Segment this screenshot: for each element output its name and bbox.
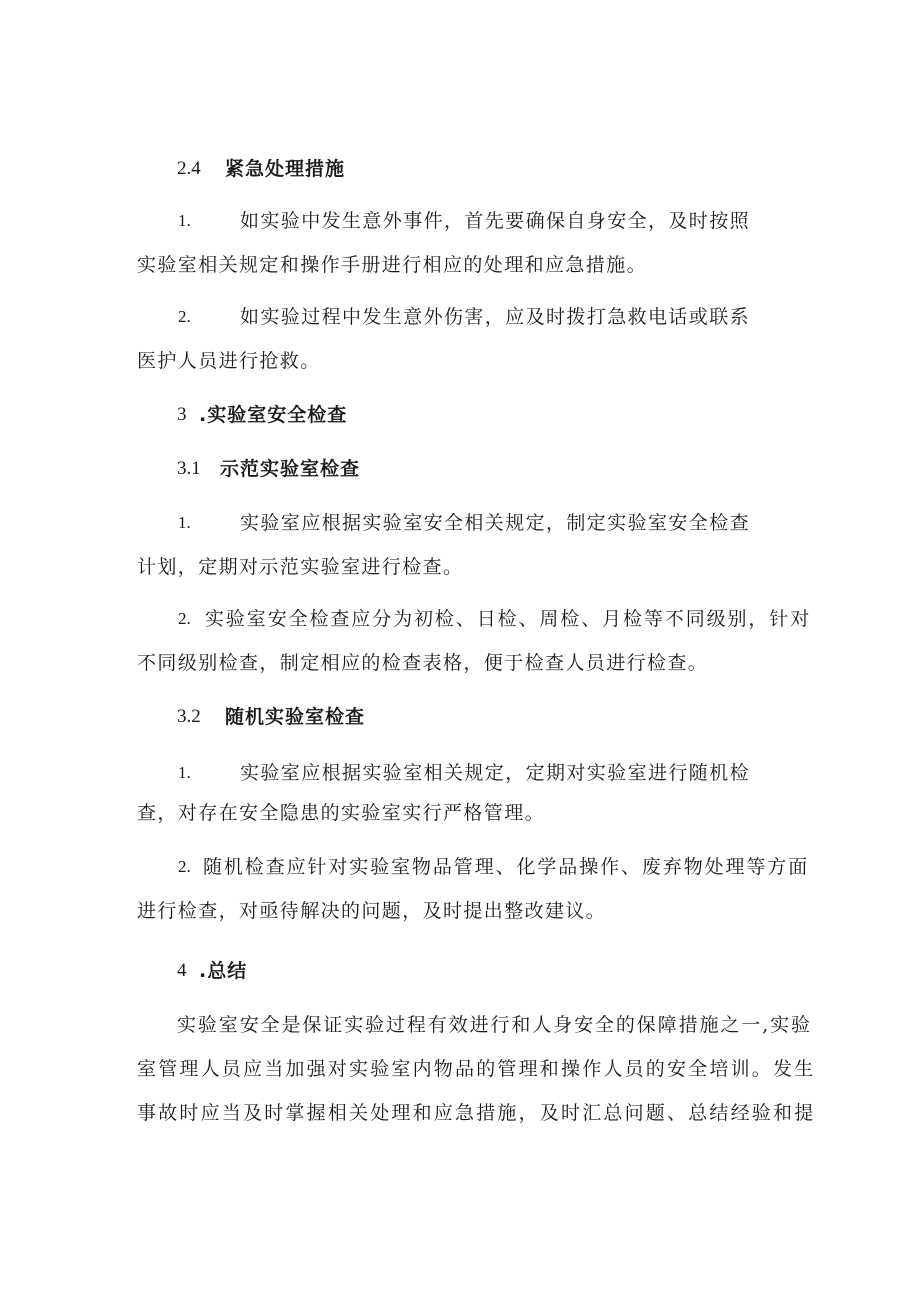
item-text-line2: 查，对存在安全隐患的实验室实行严格管理。 [137,802,546,824]
paragraph-line: 室管理人员应当加强对实验室内物品的管理和操作人员的安全培训。发生 [137,1058,816,1080]
heading-number: 3.2 [177,706,201,727]
paragraph-line: 实验室安全是保证实验过程有效进行和人身安全的保障措施之一,实验 [177,1014,812,1036]
heading-number: 3 [177,404,187,425]
item-text-line1: 实验室应根据实验室安全相关规定，制定实验室安全检查 [240,512,751,534]
item-text-line2: 实验室相关规定和操作手册进行相应的处理和应急措施。 [137,254,648,276]
item-number: 1. [178,513,191,532]
item-number: 2. [178,307,191,326]
heading-title: .总结 [199,960,248,982]
item-text-line2: 进行检查，对亟待解决的问题，及时提出整改建议。 [137,900,607,922]
heading-number: 2.4 [177,158,201,179]
item-text-line2: 医护人员进行抢救。 [137,350,321,372]
item-text-line2: 不同级别检查，制定相应的检查表格，便于检查人员进行检查。 [137,652,709,674]
heading-title: 示范实验室检查 [220,458,361,480]
paragraph-line: 事故时应当及时掌握相关处理和应急措施，及时汇总问题、总结经验和提 [137,1102,816,1124]
item-text-line1: 随机检查应针对实验室物品管理、化学品操作、废弃物处理等方面 [203,856,810,878]
item-number: 1. [178,211,191,230]
item-text-line1: 实验室安全检查应分为初检、日检、周检、月检等不同级别，针对 [205,608,812,630]
item-text-line2: 计划，定期对示范实验室进行检查。 [137,556,464,578]
heading-title: 紧急处理措施 [225,158,346,180]
item-text-line1: 如实验中发生意外事件，首先要确保自身安全，及时按照 [240,210,751,232]
heading-title: 随机实验室检查 [225,706,366,728]
heading-title: .实验室安全检查 [199,404,348,426]
heading-number: 3.1 [177,458,201,479]
item-number: 2. [178,609,191,628]
heading-number: 4 [177,960,187,981]
item-number: 2. [178,857,191,876]
item-text-line1: 实验室应根据实验室相关规定，定期对实验室进行随机检 [240,762,751,784]
item-number: 1. [178,763,191,782]
item-text-line1: 如实验过程中发生意外伤害，应及时拨打急救电话或联系 [240,306,751,328]
